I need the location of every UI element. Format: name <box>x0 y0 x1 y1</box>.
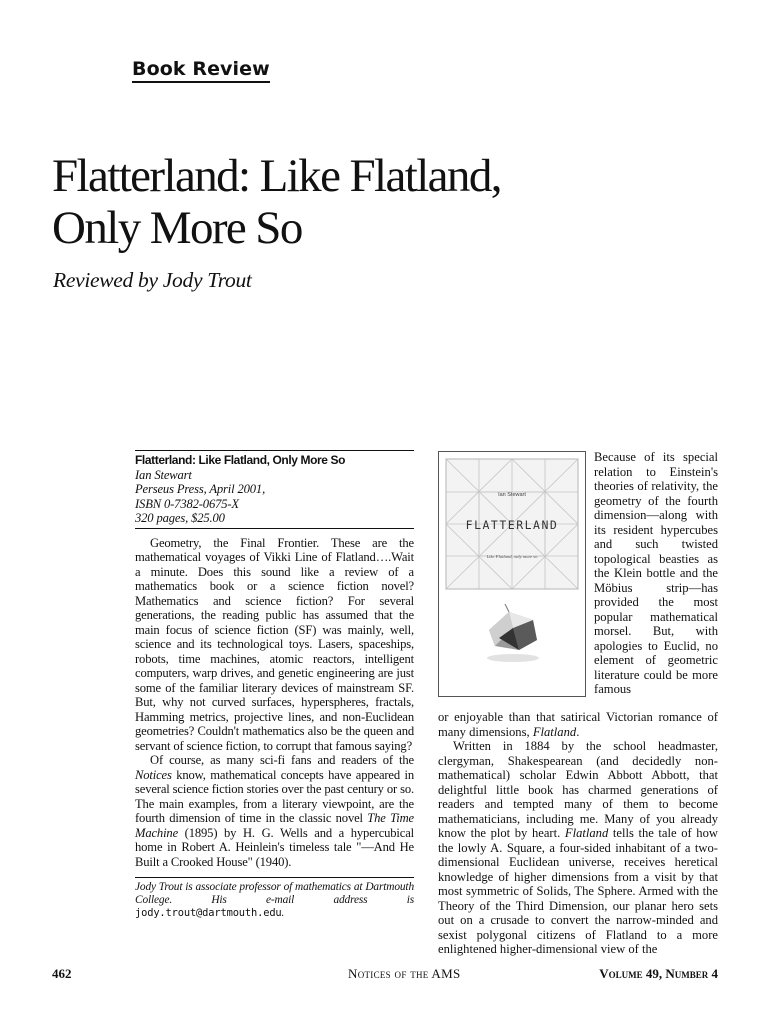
book-cover-image <box>438 451 586 697</box>
author-email: jody.trout@dartmouth.edu <box>135 907 282 919</box>
paragraph-4: Written in 1884 by the school headmaster, clergyman, Shakespearean (and decidedly non-mathematical) scholar Edwin Abbott Abbott, that delightful little book has charmed generations of readers and tempted many of them to become mathematicians, including me. Many of you already know the plot by heart. Flatland tells the tale of how the lowly A. Square, a four-sided inhabitant of a two-dimensional Euclidean universe, receives heretical knowledge of higher dimensions from a visit by that most symmetric of Solids, The Sphere. Armed with the Theory of the Third Dimension, our planar hero sets out on a crusade to convert the narrow-minded and sexist polygonal citizens of Flatland to a more enlightened higher-dimensional view of the <box>438 739 718 956</box>
byline: Reviewed by Jody Trout <box>53 268 252 292</box>
book-pages-price: 320 pages, $25.00 <box>135 511 225 525</box>
book-info-box <box>135 450 414 529</box>
journal-name: Notices of the AMS <box>348 966 461 981</box>
author-bio: Jody Trout is associate professor of mathematics at Dartmouth College. His e-mail address is jody.trout@dartmouth.edu. <box>135 877 414 920</box>
notices-ref: Notices <box>135 767 172 782</box>
paragraph-3: Because of its special relation to Einstein's theories of relativity, the geometry of the fourth dimension—along with its resident hypercubes and such twisted topological beasties as the Klein bottle and the Möbius strip—has provided the most popular mathematical morsel. But, with apologies to Euclid, no element of geometric literature could be more famous <box>594 450 718 696</box>
right-column-bottom <box>438 710 718 957</box>
cover-subtitle: Like Flatland, only more so <box>486 554 538 559</box>
book-title: Flatterland: Like Flatland, Only More So <box>135 453 346 467</box>
flatland-ref-2: Flatland <box>564 826 609 840</box>
book-publisher: Perseus Press, April 2001, <box>135 482 266 496</box>
left-column <box>135 450 414 920</box>
title-line-1: Flatterland: Like Flatland, <box>52 150 501 202</box>
book-isbn: ISBN 0-7382-0675-X <box>135 496 239 511</box>
section-label: Book Review <box>132 58 270 83</box>
title-line-2: Only More So <box>52 202 302 254</box>
cover-author: Ian Stewart <box>498 492 526 498</box>
paragraph-2: Of course, as many sci-fi fans and readers of the Notices know, mathematical concepts have appeared in several science fiction stories over the past century or so. The main examples, from a literary viewpoint, are the fourth dimension of time in the classic novel The Time Machine (1895) by H. G. Wells and a hypercubical home in Robert A. Heinlein's timeless tale "—And He Built a Crooked House" (1940). <box>135 753 414 869</box>
article-title <box>52 150 742 254</box>
paragraph-1: Geometry, the Final Frontier. These are the mathematical voyages of Vikki Line of Flatland….Wait a minute. Does this sound like a review of a mathematics book or a science fiction novel? Mathematics and science fiction? For several generations, the reading public has assumed that the main focus of science fiction (SF) was mainly, well, science and its technological toys. Lasers, spaceships, robots, time machines, atomic reactors, intelligent computers, warp drives, and genetic engineering are just some of the familiar literary devices of mainstream SF. But, why not curved surfaces, hyperspheres, fractals, Hamming metrics, projective lines, and non-Euclidean geometries? Couldn't mathematics also be the queen and servant of science fiction, to corrupt that famous saying? <box>135 535 414 753</box>
flatland-ref: Flatland <box>532 724 577 739</box>
time-machine-ref: The Time Machine <box>135 811 414 840</box>
cover-title: FLATTERLAND <box>465 518 559 532</box>
volume-number: Volume 49, Number 4 <box>599 966 718 981</box>
right-column-top <box>594 450 718 697</box>
page-footer <box>52 966 718 986</box>
page-number: 462 <box>52 966 72 981</box>
paragraph-3-continued: or enjoyable than that satirical Victorian romance of many dimensions, Flatland. <box>438 710 718 739</box>
book-cover-art <box>439 452 585 696</box>
book-author: Ian Stewart <box>135 467 192 482</box>
